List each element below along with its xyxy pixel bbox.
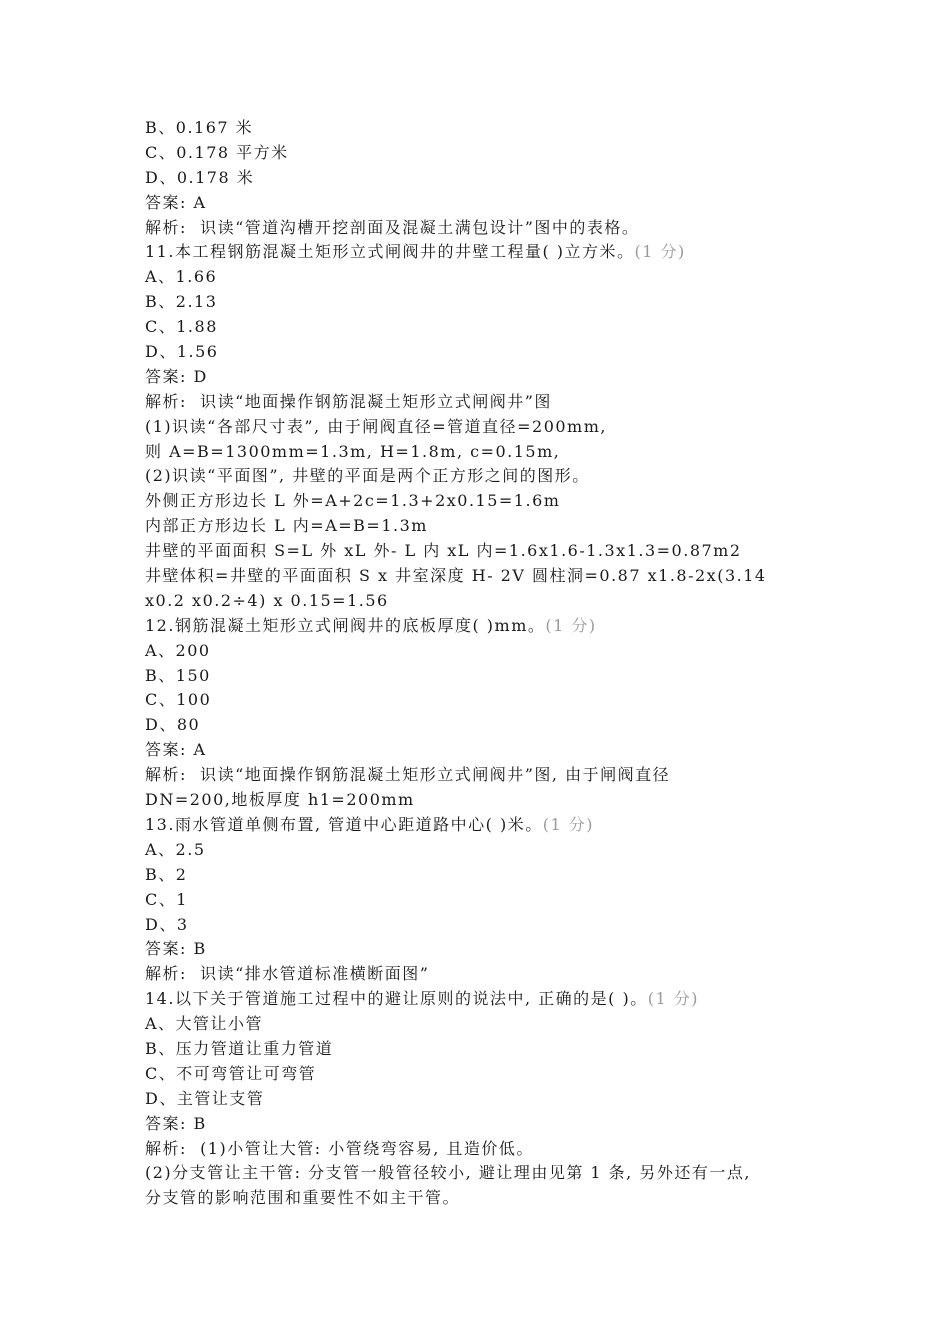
analysis-q11-volume: 井壁体积=井壁的平面面积 S x 井室深度 H- 2V 圆柱洞=0.87 x1.8-2x(3.14 [145,566,767,586]
question-11-score: (1 分) [634,242,686,262]
question-11 [145,240,835,265]
option-c-q14: C、不可弯管让可弯管 [145,1063,317,1083]
analysis-q13: 解析: 识读“排水管道标准横断面图” [145,964,430,984]
option-d-q12: D、80 [145,715,201,735]
document-body [145,116,835,1211]
option-c-q12: C、100 [145,690,212,710]
question-14-score: (1 分) [647,989,699,1009]
analysis-q12-cont: DN=200,地板厚度 h1=200mm [145,790,415,810]
option-d-q14: D、主管让支管 [145,1088,265,1108]
question-13-text: 13.雨水管道单侧布置, 管道中心距道路中心( )米。 [145,814,543,834]
analysis-q11-step1: (1)识读“各部尺寸表”, 由于闸阀直径=管道直径=200mm, [145,416,607,436]
analysis-q11-dimensions: 则 A=B=1300mm=1.3m, H=1.8m, c=0.15m, [145,441,561,461]
option-b-q11: B、2.13 [145,292,218,312]
option-a-q11: A、1.66 [145,267,218,287]
analysis-q14-point2-cont: 分支管的影响范围和重要性不如主干管。 [145,1188,461,1208]
answer-q10: 答案: A [145,192,207,212]
question-13-score: (1 分) [542,814,594,834]
analysis-q11-volume-cont: x0.2 x0.2÷4) x 0.15=1.56 [145,590,389,610]
option-d-q10: D、0.178 米 [145,167,255,187]
option-c-q11: C、1.88 [145,317,218,337]
analysis-q11-outer-side: 外侧正方形边长 L 外=A+2c=1.3+2x0.15=1.6m [145,491,561,511]
question-12 [145,614,835,639]
option-c-q13: C、1 [145,889,188,909]
analysis-q11-step2: (2)识读“平面图”, 井壁的平面是两个正方形之间的图形。 [145,466,590,486]
option-b-q14: B、压力管道让重力管道 [145,1038,334,1058]
analysis-q14: 解析: (1)小管让大管: 小管绕弯容易, 且造价低。 [145,1138,534,1158]
answer-q13: 答案: B [145,939,207,959]
option-b-q10: B、0.167 米 [145,118,254,137]
question-12-text: 12.钢筋混凝土矩形立式闸阀井的底板厚度( )mm。 [145,615,546,635]
option-a-q14: A、大管让小管 [145,1014,264,1034]
answer-q14: 答案: B [145,1113,207,1133]
analysis-q12: 解析: 识读“地面操作钢筋混凝土矩形立式闸阀井”图, 由于闸阀直径 [145,765,671,785]
option-d-q11: D、1.56 [145,342,219,362]
option-c-q10: C、0.178 平方米 [145,142,289,162]
option-b-q13: B、2 [145,864,188,884]
option-a-q13: A、2.5 [145,839,206,859]
analysis-q11: 解析: 识读“地面操作钢筋混凝土矩形立式闸阀井”图 [145,391,552,411]
analysis-q14-point2: (2)分支管让主干管: 分支管一般管径较小, 避让理由见第 1 条, 另外还有一点, [145,1163,751,1183]
answer-q11: 答案: D [145,366,208,386]
option-a-q12: A、200 [145,640,211,660]
analysis-q11-inner-side: 内部正方形边长 L 内=A=B=1.3m [145,516,428,536]
question-14-text: 14.以下关于管道施工过程中的避让原则的说法中, 正确的是( )。 [145,989,648,1009]
analysis-q11-area: 井壁的平面面积 S=L 外 xL 外- L 内 xL 内=1.6x1.6-1.3x1.3=0.87m2 [145,541,742,561]
question-13 [145,813,835,838]
option-b-q12: B、150 [145,665,211,685]
question-11-text: 11.本工程钢筋混凝土矩形立式闸阀井的井壁工程量( )立方米。 [145,242,635,262]
question-14 [145,987,835,1012]
analysis-q10: 解析: 识读“管道沟槽开挖剖面及混凝土满包设计”图中的表格。 [145,217,640,237]
answer-q12: 答案: A [145,740,207,760]
option-d-q13: D、3 [145,914,189,934]
question-12-score: (1 分) [545,615,597,635]
